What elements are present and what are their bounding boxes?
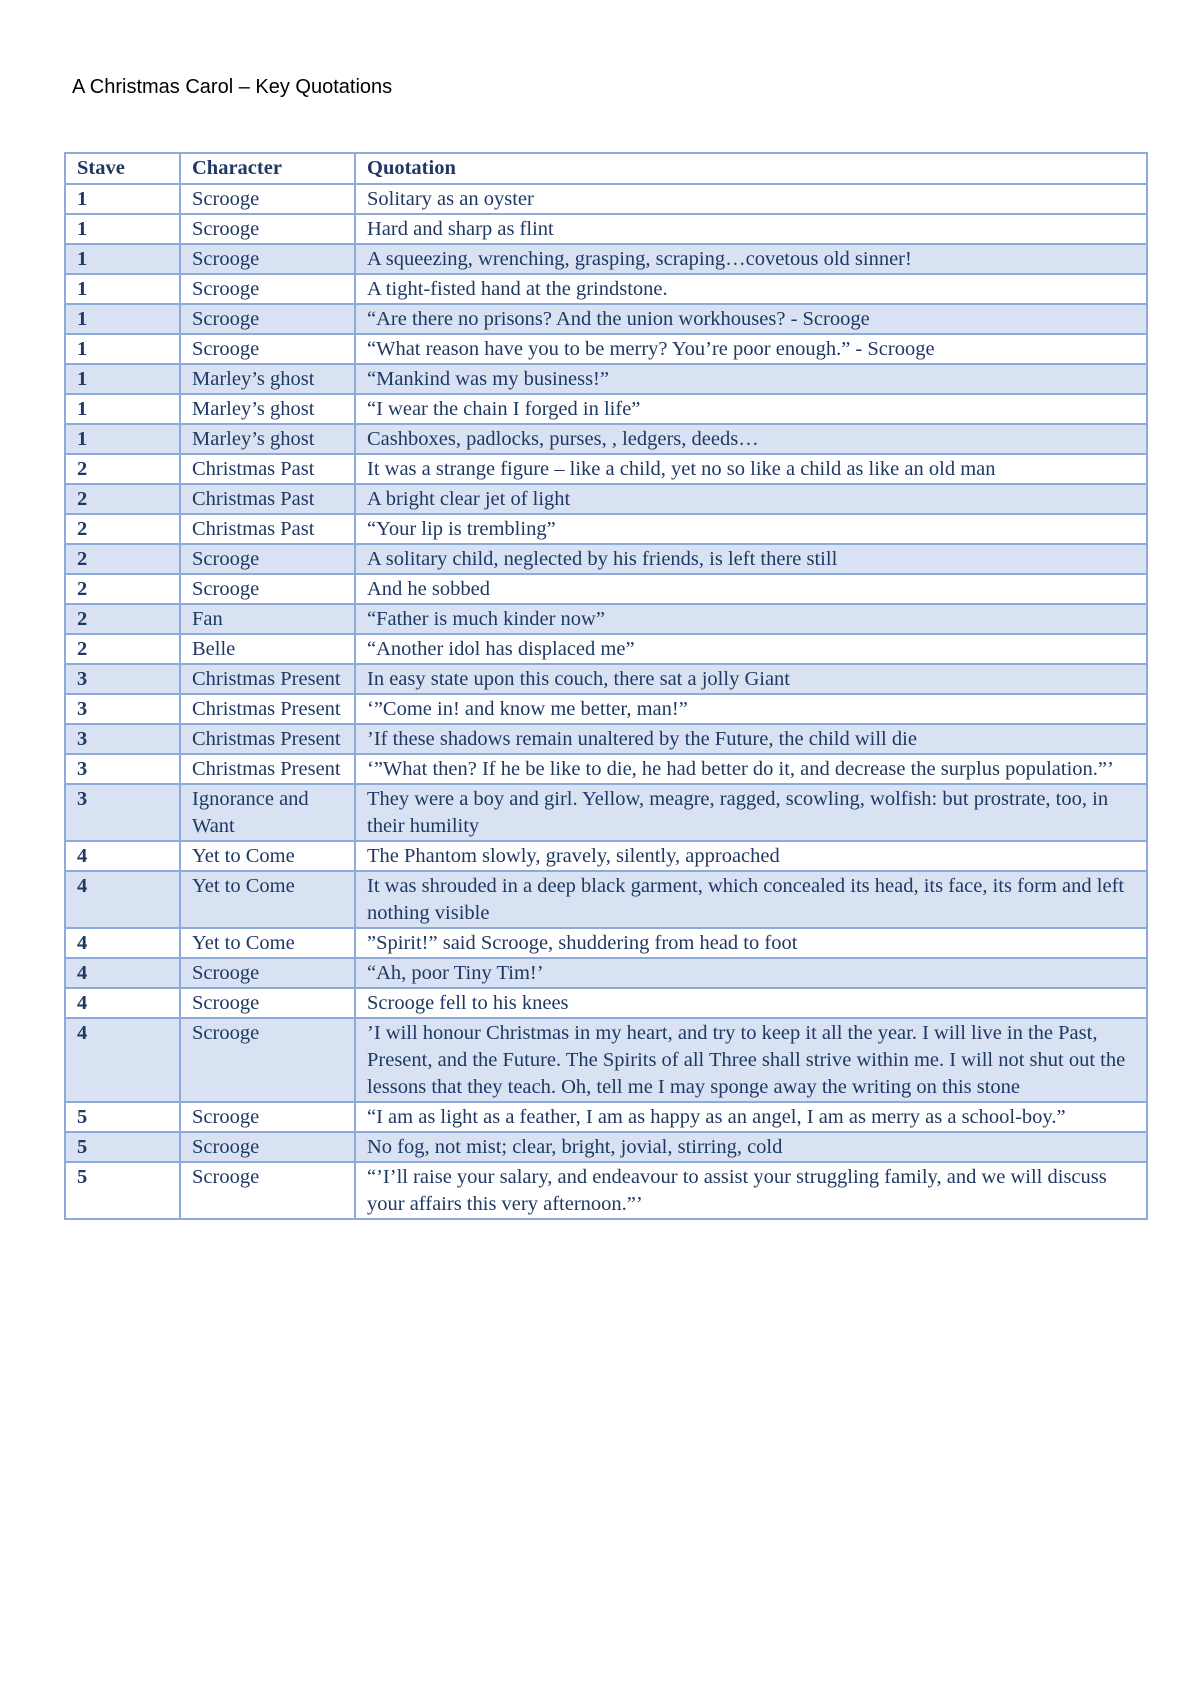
table-row (65, 754, 1147, 784)
stave-cell: 1 (65, 394, 180, 424)
header-quotation: Quotation (355, 153, 1147, 184)
table-row (65, 394, 1147, 424)
table-row (65, 304, 1147, 334)
stave-cell: 2 (65, 514, 180, 544)
character-cell: Scrooge (180, 1102, 355, 1132)
character-cell: Christmas Present (180, 694, 355, 724)
table-row (65, 724, 1147, 754)
table-row (65, 634, 1147, 664)
quotation-cell: It was a strange figure – like a child, yet no so like a child as like an old man (355, 454, 1147, 484)
character-cell: Scrooge (180, 1132, 355, 1162)
quotation-cell: A bright clear jet of light (355, 484, 1147, 514)
stave-cell: 3 (65, 694, 180, 724)
stave-cell: 1 (65, 424, 180, 454)
table-row (65, 334, 1147, 364)
header-character: Character (180, 153, 355, 184)
character-cell: Christmas Present (180, 754, 355, 784)
stave-cell: 1 (65, 184, 180, 214)
header-stave: Stave (65, 153, 180, 184)
character-cell: Scrooge (180, 544, 355, 574)
quotation-cell: “Your lip is trembling” (355, 514, 1147, 544)
quotation-cell: ”Spirit!” said Scrooge, shuddering from head to foot (355, 928, 1147, 958)
table-row (65, 1102, 1147, 1132)
character-cell: Scrooge (180, 244, 355, 274)
character-cell: Christmas Present (180, 664, 355, 694)
table-row (65, 694, 1147, 724)
character-cell: Scrooge (180, 214, 355, 244)
stave-cell: 1 (65, 274, 180, 304)
stave-cell: 1 (65, 214, 180, 244)
quotation-cell: “What reason have you to be merry? You’re poor enough.” - Scrooge (355, 334, 1147, 364)
stave-cell: 5 (65, 1132, 180, 1162)
table-row (65, 1132, 1147, 1162)
quotation-cell: “Another idol has displaced me” (355, 634, 1147, 664)
table-row (65, 958, 1147, 988)
stave-cell: 4 (65, 928, 180, 958)
table-row (65, 364, 1147, 394)
table-row (65, 574, 1147, 604)
stave-cell: 2 (65, 634, 180, 664)
character-cell: Belle (180, 634, 355, 664)
character-cell: Scrooge (180, 304, 355, 334)
table-row (65, 484, 1147, 514)
quotation-cell: In easy state upon this couch, there sat a jolly Giant (355, 664, 1147, 694)
character-cell: Yet to Come (180, 841, 355, 871)
quotation-cell: “Father is much kinder now” (355, 604, 1147, 634)
character-cell: Fan (180, 604, 355, 634)
character-cell: Ignorance and Want (180, 784, 355, 841)
character-cell: Scrooge (180, 274, 355, 304)
table-row (65, 184, 1147, 214)
quotation-cell: “’I’ll raise your salary, and endeavour to assist your struggling family, and we will discuss your affairs this very afternoon.”’ (355, 1162, 1147, 1219)
table-row (65, 244, 1147, 274)
table-row (65, 214, 1147, 244)
table-row (65, 1162, 1147, 1219)
table-row (65, 514, 1147, 544)
quotations-table (64, 152, 1148, 1220)
stave-cell: 2 (65, 544, 180, 574)
character-cell: Scrooge (180, 1018, 355, 1102)
stave-cell: 4 (65, 958, 180, 988)
character-cell: Marley’s ghost (180, 424, 355, 454)
stave-cell: 2 (65, 484, 180, 514)
character-cell: Marley’s ghost (180, 364, 355, 394)
quotation-cell: ’If these shadows remain unaltered by the Future, the child will die (355, 724, 1147, 754)
table-row (65, 424, 1147, 454)
quotation-cell: “I wear the chain I forged in life” (355, 394, 1147, 424)
table-row (65, 928, 1147, 958)
character-cell: Yet to Come (180, 928, 355, 958)
quotation-cell: “I am as light as a feather, I am as happy as an angel, I am as merry as a school-boy.” (355, 1102, 1147, 1132)
stave-cell: 4 (65, 1018, 180, 1102)
table-row (65, 544, 1147, 574)
quotation-cell: “Mankind was my business!” (355, 364, 1147, 394)
quotation-cell: Solitary as an oyster (355, 184, 1147, 214)
page-title: A Christmas Carol – Key Quotations (72, 76, 393, 98)
stave-cell: 3 (65, 784, 180, 841)
quotation-cell: It was shrouded in a deep black garment, which concealed its head, its face, its form and left nothing visible (355, 871, 1147, 928)
stave-cell: 3 (65, 664, 180, 694)
quotation-cell: ‘”Come in! and know me better, man!” (355, 694, 1147, 724)
quotation-cell: Scrooge fell to his knees (355, 988, 1147, 1018)
character-cell: Marley’s ghost (180, 394, 355, 424)
table-row (65, 454, 1147, 484)
table-row (65, 604, 1147, 634)
stave-cell: 1 (65, 244, 180, 274)
quotation-cell: No fog, not mist; clear, bright, jovial, stirring, cold (355, 1132, 1147, 1162)
character-cell: Christmas Present (180, 724, 355, 754)
stave-cell: 4 (65, 988, 180, 1018)
quotation-cell: The Phantom slowly, gravely, silently, approached (355, 841, 1147, 871)
quotation-cell: And he sobbed (355, 574, 1147, 604)
stave-cell: 1 (65, 334, 180, 364)
table-row (65, 841, 1147, 871)
stave-cell: 4 (65, 841, 180, 871)
stave-cell: 5 (65, 1162, 180, 1219)
table-row (65, 1018, 1147, 1102)
quotation-cell: “Are there no prisons? And the union workhouses? - Scrooge (355, 304, 1147, 334)
stave-cell: 4 (65, 871, 180, 928)
stave-cell: 2 (65, 574, 180, 604)
character-cell: Scrooge (180, 184, 355, 214)
quotation-cell: A squeezing, wrenching, grasping, scraping…covetous old sinner! (355, 244, 1147, 274)
table-row (65, 784, 1147, 841)
character-cell: Scrooge (180, 1162, 355, 1219)
character-cell: Scrooge (180, 958, 355, 988)
quotation-cell: A tight-fisted hand at the grindstone. (355, 274, 1147, 304)
stave-cell: 2 (65, 454, 180, 484)
character-cell: Scrooge (180, 988, 355, 1018)
stave-cell: 5 (65, 1102, 180, 1132)
character-cell: Christmas Past (180, 484, 355, 514)
quotation-cell: They were a boy and girl. Yellow, meagre, ragged, scowling, wolfish: but prostrate, too, in their humility (355, 784, 1147, 841)
quotation-cell: ’I will honour Christmas in my heart, and try to keep it all the year. I will live in the Past, Present, and the Future. The Spirits of all Three shall strive within me. I will not shut out the lessons that they teach. Oh, tell me I may sponge away the writing on this stone (355, 1018, 1147, 1102)
quotation-cell: Cashboxes, padlocks, purses, , ledgers, deeds… (355, 424, 1147, 454)
quotation-cell: ‘”What then? If he be like to die, he had better do it, and decrease the surplus population.”’ (355, 754, 1147, 784)
stave-cell: 2 (65, 604, 180, 634)
stave-cell: 1 (65, 304, 180, 334)
character-cell: Yet to Come (180, 871, 355, 928)
character-cell: Christmas Past (180, 454, 355, 484)
stave-cell: 3 (65, 754, 180, 784)
quotation-cell: Hard and sharp as flint (355, 214, 1147, 244)
stave-cell: 3 (65, 724, 180, 754)
character-cell: Christmas Past (180, 514, 355, 544)
character-cell: Scrooge (180, 334, 355, 364)
quotation-cell: A solitary child, neglected by his friends, is left there still (355, 544, 1147, 574)
character-cell: Scrooge (180, 574, 355, 604)
table-row (65, 664, 1147, 694)
table-header-row (65, 153, 1147, 184)
stave-cell: 1 (65, 364, 180, 394)
table-row (65, 988, 1147, 1018)
quotation-cell: “Ah, poor Tiny Tim!’ (355, 958, 1147, 988)
table-row (65, 871, 1147, 928)
table-row (65, 274, 1147, 304)
